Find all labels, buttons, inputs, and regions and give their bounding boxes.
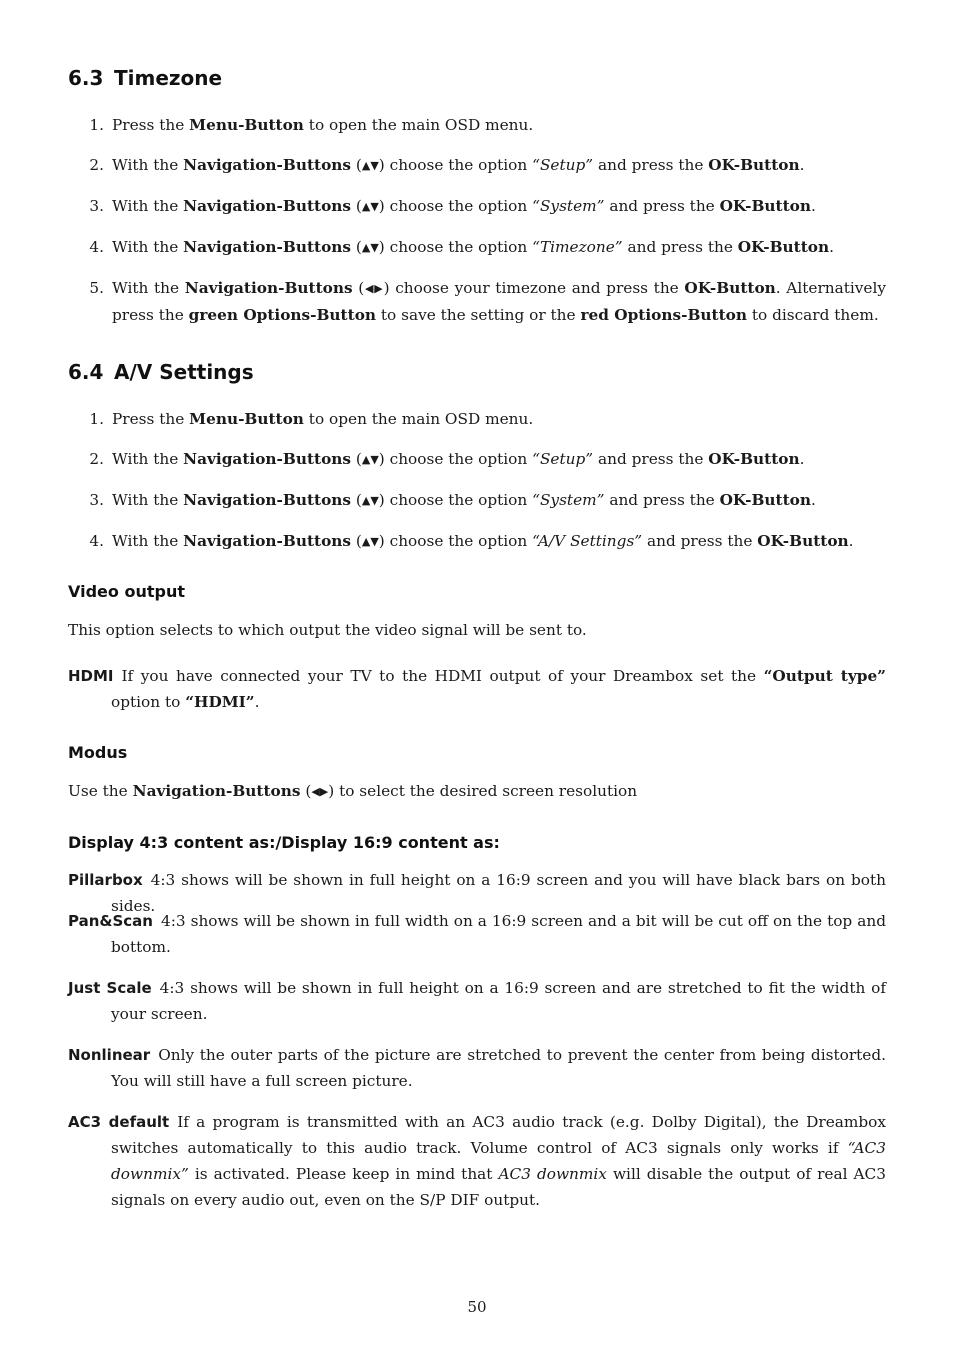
subheading-display-content: Display 4:3 content as:/Display 16:9 content as:	[68, 833, 500, 852]
list-text: With the Navigation-Buttons (▲▼) choose the option “Timezone” and press the OK-Button.	[112, 238, 834, 256]
definition-nonlinear: Nonlinear Only the outer parts of the picture are stretched to prevent the center from being distorted. You will still have a full screen picture.	[68, 1046, 886, 1090]
section-heading-timezone	[68, 66, 222, 90]
list-item	[88, 487, 886, 514]
list-text: With the Navigation-Buttons (▲▼) choose the option “Setup” and press the OK-Button.	[112, 450, 805, 468]
list-item	[88, 152, 886, 179]
definition-ac3-default: AC3 default If a program is transmitted with an AC3 audio track (e.g. Dolby Digital), the Dreambox switches automatically to this audio track. Volume control of AC3 signals only works if “AC3 downmix” is activated. Please keep in mind that AC3 downmix will disable the output of real AC3 signals on every audio out, even on the S/P DIF output.	[68, 1113, 886, 1209]
paragraph-video-output: This option selects to which output the video signal will be sent to.	[68, 621, 587, 639]
list-text: With the Navigation-Buttons (▲▼) choose the option “A/V Settings” and press the OK-Button.	[112, 532, 854, 550]
list-number: 1.	[89, 410, 104, 428]
subheading-video-output: Video output	[68, 582, 185, 601]
list-item	[88, 275, 886, 328]
list-text: Press the Menu-Button to open the main OSD menu.	[112, 116, 534, 134]
up-down-arrows-icon: ▲▼	[361, 159, 379, 172]
definition-hdmi: HDMI If you have connected your TV to the HDMI output of your Dreambox set the “Output type” option to “HDMI”.	[68, 667, 886, 711]
list-text: With the Navigation-Buttons (▲▼) choose the option “System” and press the OK-Button.	[112, 491, 816, 509]
definition-term: Nonlinear	[68, 1046, 151, 1064]
list-item	[88, 112, 886, 138]
list-number: 4.	[89, 532, 104, 550]
section-number: 6.4	[68, 360, 104, 384]
definition-term: Pan&Scan	[68, 912, 153, 930]
list-number: 1.	[89, 116, 104, 134]
list-number: 3.	[89, 491, 104, 509]
list-number: 2.	[89, 156, 104, 174]
up-down-arrows-icon: ▲▼	[361, 200, 379, 213]
subheading-modus: Modus	[68, 743, 128, 762]
definition-term: Just Scale	[68, 979, 152, 997]
list-number: 2.	[89, 450, 104, 468]
list-number: 4.	[89, 238, 104, 256]
list-text: Press the Menu-Button to open the main OSD menu.	[112, 410, 534, 428]
up-down-arrows-icon: ▲▼	[361, 535, 379, 548]
left-right-arrows-icon: ◀▶	[311, 785, 329, 798]
list-item	[88, 193, 886, 220]
definition-term: HDMI	[68, 667, 114, 685]
definition-term: Pillarbox	[68, 871, 143, 889]
up-down-arrows-icon: ▲▼	[361, 453, 379, 466]
left-right-arrows-icon: ◀▶	[364, 282, 384, 295]
definition-pillarbox: Pillarbox 4:3 shows will be shown in full height on a 16:9 screen and you will have black bars on both sides.	[68, 871, 886, 915]
list-item	[88, 406, 886, 432]
list-number: 3.	[89, 197, 104, 215]
section-title: A/V Settings	[114, 360, 254, 384]
up-down-arrows-icon: ▲▼	[361, 241, 379, 254]
up-down-arrows-icon: ▲▼	[361, 494, 379, 507]
list-text: With the Navigation-Buttons (▲▼) choose the option “System” and press the OK-Button.	[112, 197, 816, 215]
section-number: 6.3	[68, 66, 104, 90]
definition-term: AC3 default	[68, 1113, 170, 1131]
list-text: With the Navigation-Buttons (▲▼) choose the option “Setup” and press the OK-Button.	[112, 156, 805, 174]
list-item	[88, 528, 886, 555]
paragraph-modus: Use the Navigation-Buttons (◀▶) to select the desired screen resolution	[68, 782, 638, 800]
list-item	[88, 446, 886, 473]
list-text: With the Navigation-Buttons (◀▶) choose your timezone and press the OK-Button. Alternatively press the green Options-Button to save the setting or the red Options-Button to discard them.	[112, 279, 886, 324]
page-number: 50	[467, 1298, 487, 1316]
list-item	[88, 234, 886, 261]
list-number: 5.	[89, 279, 104, 297]
definition-pan-scan: Pan&Scan 4:3 shows will be shown in full width on a 16:9 screen and a bit will be cut off on the top and bottom.	[68, 912, 886, 956]
definition-just-scale: Just Scale 4:3 shows will be shown in full height on a 16:9 screen and are stretched to fit the width of your screen.	[68, 979, 887, 1023]
section-heading-av-settings	[68, 360, 254, 384]
section-title: Timezone	[114, 66, 223, 90]
